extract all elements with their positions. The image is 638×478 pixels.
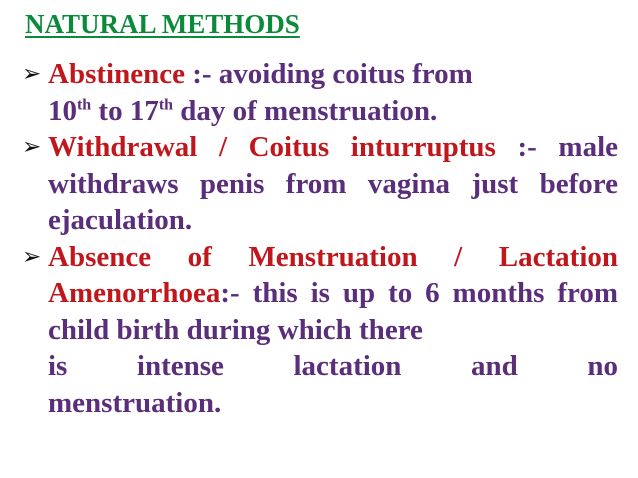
word: no xyxy=(587,350,618,382)
word: lactation xyxy=(293,350,402,382)
right-arrowhead-icon: ➢ xyxy=(22,134,42,160)
bullet-item-lam xyxy=(22,239,618,422)
ordinal-suffix: th xyxy=(158,95,174,113)
bullet-item-withdrawal xyxy=(22,129,618,239)
final-word: menstruation. xyxy=(48,386,222,419)
bullet-list xyxy=(22,56,618,421)
right-arrowhead-icon: ➢ xyxy=(22,243,42,270)
term-lam-line2: Amenorrhoea xyxy=(48,277,221,309)
definition-withdrawal: :- male withdraws penis from vagina just before ejaculation. xyxy=(48,131,618,236)
day-start: 10 xyxy=(48,94,77,127)
term-withdrawal: Withdrawal / Coitus inturruptus xyxy=(48,131,496,163)
term-abstinence: Abstinence xyxy=(48,58,185,90)
slide-title: NATURAL METHODS xyxy=(25,9,300,39)
justified-line xyxy=(48,348,618,385)
right-arrowhead-icon: ➢ xyxy=(22,61,42,87)
ordinal-suffix: th xyxy=(77,95,92,113)
definition-lam: :- this is up to 6 months from child birth during which there xyxy=(48,277,618,346)
bullet-item-abstinence xyxy=(22,56,618,129)
word: is xyxy=(48,350,68,382)
word: intense xyxy=(136,350,224,382)
definition-abstinence: :- avoiding coitus from xyxy=(184,58,473,90)
word: and xyxy=(471,350,518,382)
term-lam-line1: Absence of Menstruation / Lactation xyxy=(48,240,618,273)
day-end: to 17 xyxy=(91,94,159,127)
day-context: day of menstruation. xyxy=(173,94,438,127)
